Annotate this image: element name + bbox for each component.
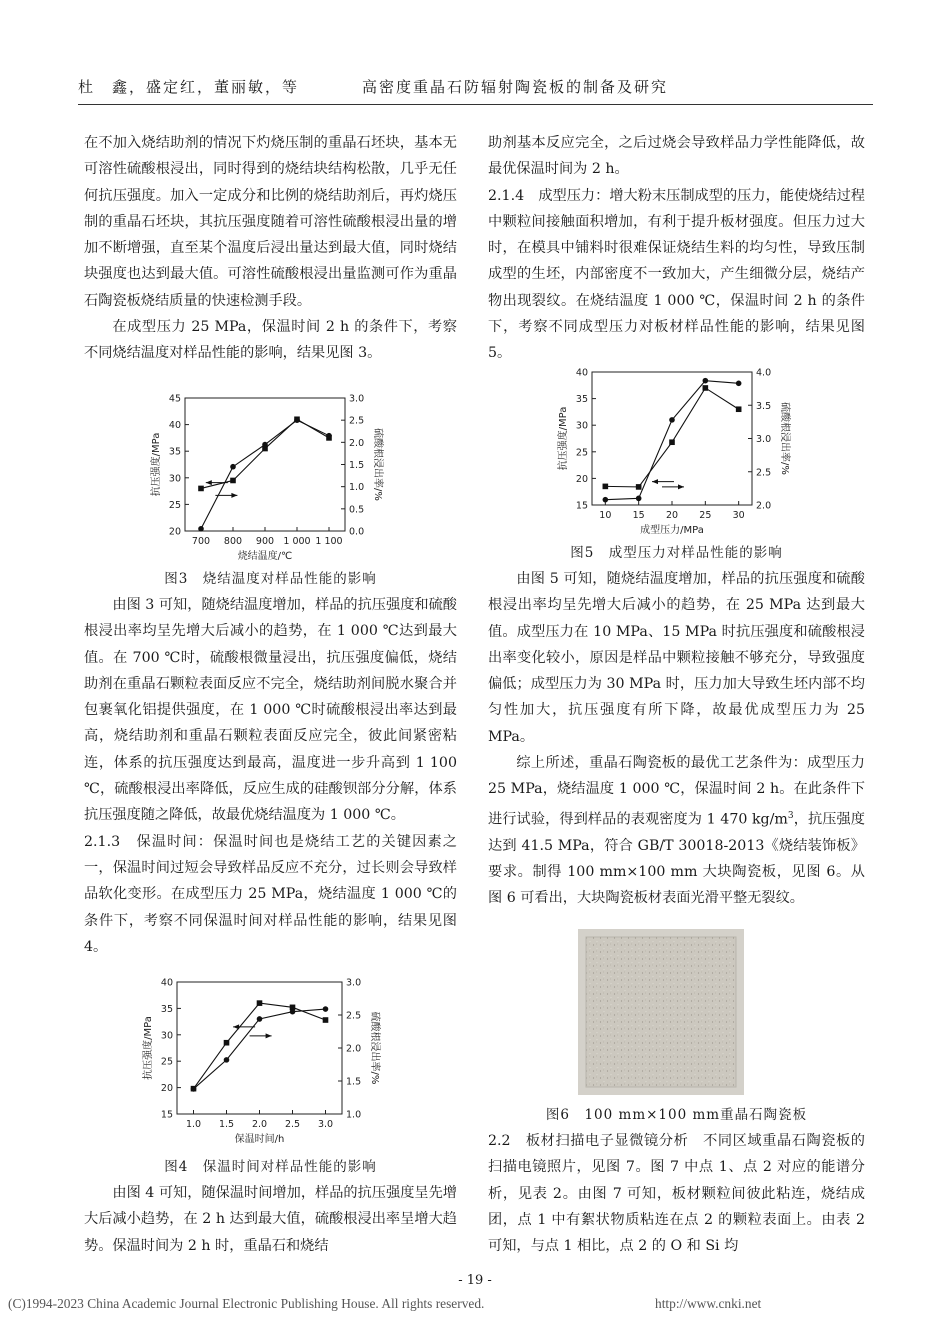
left-column-top (84, 130, 457, 367)
left-column-bottom (84, 1180, 457, 1259)
running-header-authors: 杜 鑫，盛定红，董丽敏，等 (78, 78, 300, 96)
paragraph: 助剂基本反应完全，之后过烧会导致样品力学性能降低，故最优保温时间为 2 h。 (488, 135, 865, 178)
arrow-head-right (266, 1033, 272, 1038)
y-tick-label: 40 (168, 420, 181, 432)
y-tick-label: 25 (575, 447, 588, 459)
data-point-square (703, 385, 709, 391)
y-tick-label: 15 (575, 500, 588, 512)
y-axis-label: 抗压强度/MPa (558, 406, 569, 471)
y2-tick-label: 4.0 (756, 367, 772, 379)
data-point-square (198, 486, 204, 492)
y-axis-label: 抗压强度/MPa (143, 1016, 154, 1080)
y2-axis-label: 硫酸根浸出率/% (372, 428, 383, 501)
y-tick-label: 20 (575, 473, 588, 485)
x-axis-label: 成型压力/MPa (640, 525, 704, 536)
figure-4-chart (130, 970, 400, 1150)
plot-frame (592, 372, 752, 505)
x-tick-label: 800 (223, 536, 243, 547)
y-tick-label: 35 (168, 446, 181, 458)
y-tick-label: 40 (160, 977, 173, 989)
y-tick-label: 25 (160, 1056, 173, 1068)
y2-tick-label: 1.5 (349, 460, 365, 471)
y-tick-label: 20 (160, 1083, 173, 1095)
x-axis-label: 保温时间/h (234, 1134, 285, 1145)
arrow-head-left (206, 480, 212, 485)
y2-tick-label: 3.0 (346, 977, 362, 989)
paragraph: 在成型压力 25 MPa，保温时间 2 h 的条件下，考察不同烧结温度对样品性能的影响，结果见图 3。 (84, 319, 457, 362)
data-point-circle (703, 378, 709, 384)
plot-frame (185, 398, 345, 531)
y2-tick-label: 1.5 (346, 1076, 362, 1088)
paragraph: 由图 5 可知，随烧结温度增加，样品的抗压强度和硫酸根浸出率均呈先增大后减小的趋势，在 25 MPa 达到最大值。成型压力在 10 MPa、15 MPa 时抗压强度和硫酸根浸出率变化较小，原因是样品中颗粒接触不够充分，导致强度偏低；成型压力为 30 MPa 时，压力加大导致生坯内部不均匀性加大，抗压强度有所下降，故最优成型压力为 25 MPa。 (488, 571, 865, 745)
arrow-head-right (231, 493, 237, 498)
x-tick-label: 2.5 (284, 1119, 301, 1130)
paragraph: 2.1.3 保温时间：保温时间也是烧结工艺的关键因素之一，保温时间过短会导致样品反应不充分，过长则会导致样品软化变形。在成型压力 25 MPa，烧结温度 1 000 ℃的条件下，考察不同保温时间对样品性能的影响，结果见图 4。 (84, 833, 457, 955)
paragraph: 由图 3 可知，随烧结温度增加，样品的抗压强度和硫酸根浸出率均呈先增大后减小的趋势，在 1 000 ℃达到最大值。在 700 ℃时，硫酸根微量浸出，抗压强度偏低，烧结助剂在重晶石颗粒表面反应不完全，烧结助剂间脱水聚合并包裹氧化铝提供强度，在 1 000 ℃时硫酸根浸出率达到最高，烧结助剂和重晶石颗粒表面反应完全，彼此间紧密粘连，体系的抗压强度达到最高，温度进一步升高到 1 100 ℃，硫酸根浸出率降低，反应生成的硅酸钡部分分解，体系抗压强度随之降低，故最优烧结温度为 1 000 ℃。 (84, 597, 457, 824)
x-tick-label: 30 (732, 510, 745, 521)
x-tick-label: 1 100 (315, 536, 343, 547)
data-point-square (669, 439, 675, 445)
data-point-circle (669, 417, 675, 423)
x-tick-label: 900 (255, 536, 275, 547)
y-tick-label: 45 (168, 393, 181, 405)
cnki-url[interactable]: http://www.cnki.net (655, 1296, 762, 1311)
figure-3-chart (150, 388, 390, 568)
data-point-square (603, 484, 609, 490)
header-rule (78, 104, 873, 105)
data-point-circle (230, 464, 236, 470)
data-point-circle (294, 417, 300, 423)
y2-axis-label: 硫酸根浸出率/% (369, 1011, 380, 1085)
figure-5-caption: 图5 成型压力对样品性能的影响 (570, 545, 783, 561)
data-point-circle (290, 1009, 296, 1015)
x-tick-label: 2.0 (251, 1119, 268, 1130)
y-tick-label: 30 (575, 420, 588, 432)
x-tick-label: 10 (599, 510, 612, 521)
x-axis-label: 烧结温度/℃ (237, 551, 293, 562)
y-tick-label: 35 (575, 394, 588, 406)
y-tick-label: 30 (160, 1030, 173, 1042)
y2-tick-label: 2.0 (349, 437, 365, 449)
y2-tick-label: 3.0 (349, 393, 365, 405)
x-tick-label: 1.0 (185, 1119, 202, 1130)
y-tick-label: 20 (168, 526, 181, 538)
copyright-notice: (C)1994-2023 China Academic Journal Electronic Publishing House. All rights reserved. (8, 1296, 485, 1311)
y2-axis-label: 硫酸根浸出率/% (779, 402, 790, 475)
running-header-title: 高密度重晶石防辐射陶瓷板的制备及研究 (362, 78, 669, 96)
data-point-circle (257, 1016, 263, 1022)
y2-tick-label: 2.5 (756, 467, 772, 479)
data-point-square (323, 1017, 329, 1023)
y2-tick-label: 2.0 (756, 500, 772, 512)
right-column-top (488, 130, 865, 367)
right-column-bottom (488, 1128, 865, 1259)
data-point-circle (603, 497, 609, 503)
y2-tick-label: 1.0 (349, 482, 365, 494)
x-tick-label: 25 (699, 510, 712, 521)
series-line-leaching-rate (201, 420, 329, 529)
x-tick-label: 1 000 (283, 536, 311, 547)
data-point-circle (191, 1086, 197, 1092)
paragraph: 2.1.4 成型压力：增大粉末压制成型的压力，能使烧结过程中颗粒间接触面积增加，有利于提升板材强度。但压力过大时，在模具中铺料时很难保证烧结生料的均匀性，导致压制成型的生坯，内部密度不一致加大，产生细微分层，烧结产物出现裂纹。在烧结温度 1 000 ℃，保温时间 2 h 的条件下，考察不同成型压力对板材样品性能的影响，结果见图 5。 (488, 187, 865, 362)
series-line-compressive-strength (605, 388, 738, 487)
y2-tick-label: 2.0 (346, 1043, 362, 1055)
data-point-circle (224, 1057, 230, 1063)
data-point-circle (736, 381, 742, 387)
x-tick-label: 20 (665, 510, 679, 521)
data-point-circle (323, 1006, 329, 1012)
x-tick-label: 1.5 (218, 1119, 235, 1130)
left-column-mid (84, 592, 457, 960)
x-tick-label: 15 (632, 510, 645, 521)
data-point-square (224, 1040, 230, 1046)
y-tick-label: 15 (160, 1109, 173, 1121)
figure-5-chart (540, 362, 800, 542)
x-tick-label: 700 (191, 536, 211, 547)
y-tick-label: 40 (575, 367, 588, 379)
data-point-square (636, 484, 642, 490)
y2-tick-label: 2.5 (349, 415, 365, 427)
y2-tick-label: 0.5 (349, 504, 365, 516)
paragraph: 由图 4 可知，随保温时间增加，样品的抗压强度呈先增大后减小趋势，在 2 h 达到最大值，硫酸根浸出率呈增大趋势。保温时间为 2 h 时，重晶石和烧结 (84, 1185, 457, 1254)
series-line-compressive-strength (194, 1003, 326, 1089)
paragraph: 在不加入烧结助剂的情况下灼烧压制的重晶石坯块，基本无可溶性硫酸根浸出，同时得到的烧结块结构松散，几乎无任何抗压强度。加入一定成分和比例的烧结助剂后，再灼烧压制的重晶石坯块，其抗压强度随着可溶性硫酸根浸出量的增加不断增强，直至某个温度后浸出量达到最大值，同时烧结块强度也达到最大值。可溶性硫酸根浸出量监测可作为重晶石陶瓷板烧结质量的快速检测手段。 (84, 135, 457, 309)
paragraph: 2.2 板材扫描电子显微镜分析 不同区域重晶石陶瓷板的扫描电镜照片，见图 7。图 7 中点 1、点 2 对应的能谱分析，见表 2。由图 7 可知，板材颗粒间彼此粘连，烧结成团，点 1 中有絮状物质粘连在点 2 的颗粒表面上。由表 2 可知，与点 1 相比，点 2 的 O 和 Si 均 (488, 1133, 865, 1255)
data-point-circle (198, 526, 204, 532)
figure-6-caption: 图6 100 mm×100 mm重晶石陶瓷板 (545, 1107, 808, 1123)
y2-tick-label: 2.5 (346, 1010, 362, 1022)
figure-3-caption: 图3 烧结温度对样品性能的影响 (164, 571, 377, 587)
data-point-square (257, 1000, 263, 1006)
y2-tick-label: 3.0 (756, 434, 772, 445)
data-point-circle (262, 442, 268, 448)
y2-tick-label: 0.0 (349, 526, 365, 538)
data-point-circle (326, 433, 332, 439)
arrow-head-right (678, 484, 684, 489)
paragraph: 综上所述，重晶石陶瓷板的最优工艺条件为：成型压力 25 MPa，烧结温度 1 000 ℃，保温时间 2 h。在此条件下进行试验，得到样品的表观密度为 1 470 $kg/m^3$，抗压强度达到 41.5 MPa，符合 GB/T 30018-2013《烧结装饰板》要求。制得 100 mm×100 mm 大块陶瓷板，见图 6。从图 6 可看出，大块陶瓷板材表面光滑平整无裂纹。 (488, 755, 865, 907)
x-tick-label: 3.0 (317, 1119, 334, 1130)
arrow-head-left (233, 1024, 239, 1029)
y-tick-label: 30 (168, 473, 181, 485)
y-axis-label: 抗压强度/MPa (151, 432, 162, 497)
y2-tick-label: 1.0 (346, 1109, 362, 1121)
arrow-head-left (652, 479, 658, 484)
data-point-square (230, 478, 236, 484)
figure-4-caption: 图4 保温时间对样品性能的影响 (164, 1159, 377, 1175)
y-tick-label: 35 (160, 1003, 173, 1015)
y-tick-label: 25 (168, 499, 181, 511)
data-point-square (736, 406, 742, 412)
series-line-compressive-strength (201, 419, 329, 488)
right-column-mid (488, 566, 865, 912)
page-number: - 19 - (458, 1273, 492, 1288)
y2-tick-label: 3.5 (756, 400, 772, 412)
data-point-circle (636, 496, 642, 502)
ceramic-plate-photo (578, 929, 744, 1095)
